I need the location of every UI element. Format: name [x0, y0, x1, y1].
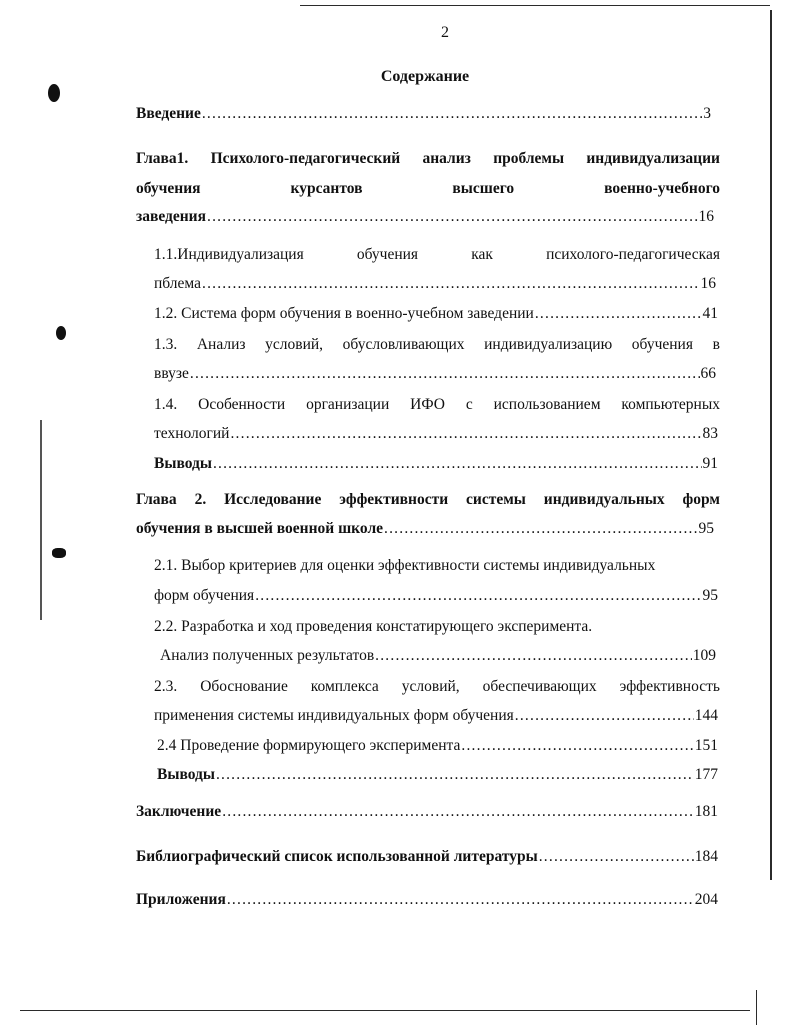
toc-section-1-4-line-2: [154, 424, 718, 444]
word: Психолого-педагогический: [210, 150, 401, 167]
toc-section-1-4-line-1: [154, 395, 720, 415]
word: эффективность: [619, 678, 720, 695]
word: обучения: [356, 246, 419, 263]
toc-entry-page: 181: [694, 803, 718, 820]
toc-entry-label: Введение: [136, 105, 201, 122]
word: в: [712, 336, 720, 353]
word: системы: [466, 491, 526, 508]
leader-dots: [202, 274, 700, 294]
word: обучения: [136, 180, 201, 197]
toc-chapter-1-line-2: [136, 179, 720, 199]
toc-section-2-1-line-1: [154, 556, 720, 576]
toc-entry-label: технологий: [154, 425, 230, 442]
scan-bottom-edge: [20, 1010, 750, 1011]
leader-dots: [190, 364, 700, 384]
word: индивидуализации: [586, 150, 720, 167]
toc-appendix: [136, 890, 718, 910]
toc-entry-label: Выводы: [157, 766, 215, 783]
leader-dots: [222, 802, 694, 822]
toc-section-1-2: [154, 304, 718, 324]
word: военно-учебного: [604, 180, 720, 197]
toc-section-2-2-line-2: [160, 646, 716, 666]
word: Особенности: [198, 396, 286, 413]
scan-top-edge: [300, 5, 770, 6]
word: 1.1.Индивидуализация: [154, 246, 304, 263]
word: Глава1.: [136, 150, 189, 167]
word: ИФО: [410, 396, 445, 413]
word: форм: [682, 491, 720, 508]
word: 2.3.: [154, 678, 178, 695]
leader-dots: [255, 586, 701, 606]
toc-entry-page: 83: [702, 425, 718, 442]
toc-chapter-2-line-1: [136, 490, 720, 510]
toc-conclusion: [136, 802, 718, 822]
leader-dots: [213, 454, 702, 474]
toc-entry-intro: [136, 104, 711, 124]
toc-entry-page: 16: [698, 208, 714, 225]
leader-dots: [227, 890, 694, 910]
toc-entry-page: 95: [698, 520, 714, 537]
word: индивидуальных: [543, 491, 665, 508]
toc-entry-page: 204: [694, 891, 718, 908]
toc-entry-label: 2.2. Разработка и ход проведения констатирующего эксперимента.: [154, 618, 593, 635]
scan-blot-1: [48, 84, 60, 102]
word: использованием: [493, 396, 601, 413]
toc-entry-label: пблема: [154, 275, 201, 292]
toc-entry-page: 16: [700, 275, 716, 292]
scan-bottom-right-mark: [756, 990, 757, 1025]
toc-entry-label: Библиографический список использованной литературы: [136, 848, 538, 865]
toc-chapter-2-line-2: [136, 519, 714, 539]
toc-entry-label: Приложения: [136, 891, 226, 908]
page-title: Содержание: [380, 68, 470, 85]
word: высшего: [452, 180, 515, 197]
word: организации: [306, 396, 390, 413]
leader-dots: [515, 706, 694, 726]
word: Обоснование: [200, 678, 288, 695]
toc-chapter-1-line-1: [136, 149, 720, 169]
toc-entry-label: Заключение: [136, 803, 222, 820]
word: Анализ: [196, 336, 246, 353]
toc-section-1-1-line-2: [154, 274, 716, 294]
toc-section-2-4: [157, 736, 718, 756]
toc-entry-label: Анализ полученных результатов: [160, 647, 375, 664]
word: 2.: [194, 491, 207, 508]
toc-entry-page: 177: [694, 766, 718, 783]
toc-conclusions-2: [157, 765, 718, 785]
leader-dots: [535, 304, 702, 324]
toc-entry-page: 95: [702, 587, 718, 604]
toc-entry-label: 2.4 Проведение формирующего эксперимента: [157, 737, 461, 754]
toc-section-2-3-line-1: [154, 677, 720, 697]
scan-blot-3: [52, 548, 66, 558]
word: курсантов: [290, 180, 363, 197]
word: обучения: [631, 336, 693, 353]
word: эффективности: [339, 491, 449, 508]
toc-section-1-3-line-1: [154, 335, 720, 355]
toc-entry-label: заведения: [136, 208, 206, 225]
toc-entry-page: 151: [694, 737, 718, 754]
page-number: 2: [441, 24, 449, 41]
word: Глава: [136, 491, 177, 508]
word: психолого-педагогическая: [546, 246, 720, 263]
toc-chapter-1-line-3: [136, 207, 714, 227]
scan-right-edge: [770, 10, 772, 880]
word: обусловливающих: [342, 336, 465, 353]
toc-bibliography: [136, 847, 718, 867]
word: анализ: [422, 150, 471, 167]
toc-entry-label: обучения в высшей военной школе: [136, 520, 384, 537]
leader-dots: [384, 519, 697, 539]
word: с: [465, 396, 473, 413]
toc-entry-label: 1.2. Система форм обучения в военно-учебном заведении: [154, 305, 534, 322]
word: Исследование: [224, 491, 322, 508]
word: как: [471, 246, 493, 263]
word: компьютерных: [621, 396, 720, 413]
toc-section-2-1-line-2: [154, 586, 718, 606]
toc-entry-page: 144: [694, 707, 718, 724]
leader-dots: [539, 847, 694, 867]
toc-entry-label: применения системы индивидуальных форм обучения: [154, 707, 514, 724]
word: проблемы: [493, 150, 565, 167]
toc-section-2-2-line-1: [154, 617, 720, 637]
scan-left-edge: [40, 420, 42, 620]
toc-entry-label: 2.1. Выбор критериев для оценки эффективности системы индивидуальных: [154, 557, 656, 574]
toc-entry-page: 184: [694, 848, 718, 865]
leader-dots: [375, 646, 692, 666]
word: 1.3.: [154, 336, 178, 353]
word: 1.4.: [154, 396, 178, 413]
leader-dots: [461, 736, 693, 756]
leader-dots: [216, 765, 694, 785]
word: обеспечивающих: [482, 678, 597, 695]
toc-entry-page: 41: [702, 305, 718, 322]
toc-section-1-3-line-2: [154, 364, 716, 384]
word: индивидуализацию: [484, 336, 613, 353]
toc-entry-page: 3: [703, 105, 711, 122]
leader-dots: [207, 207, 698, 227]
toc-entry-page: 66: [700, 365, 716, 382]
toc-section-2-3-line-2: [154, 706, 718, 726]
word: комплекса: [310, 678, 379, 695]
toc-section-1-1-line-1: [154, 245, 720, 265]
word: условий,: [401, 678, 460, 695]
toc-entry-page: 91: [702, 455, 718, 472]
word: условий,: [265, 336, 324, 353]
toc-entry-label: Выводы: [154, 455, 212, 472]
toc-entry-label: ввузе: [154, 365, 189, 382]
scan-blot-2: [56, 326, 66, 340]
toc-conclusions-1: [154, 454, 718, 474]
toc-entry-label: форм обучения: [154, 587, 255, 604]
leader-dots: [230, 424, 701, 444]
toc-entry-page: 109: [692, 647, 716, 664]
leader-dots: [202, 104, 702, 124]
